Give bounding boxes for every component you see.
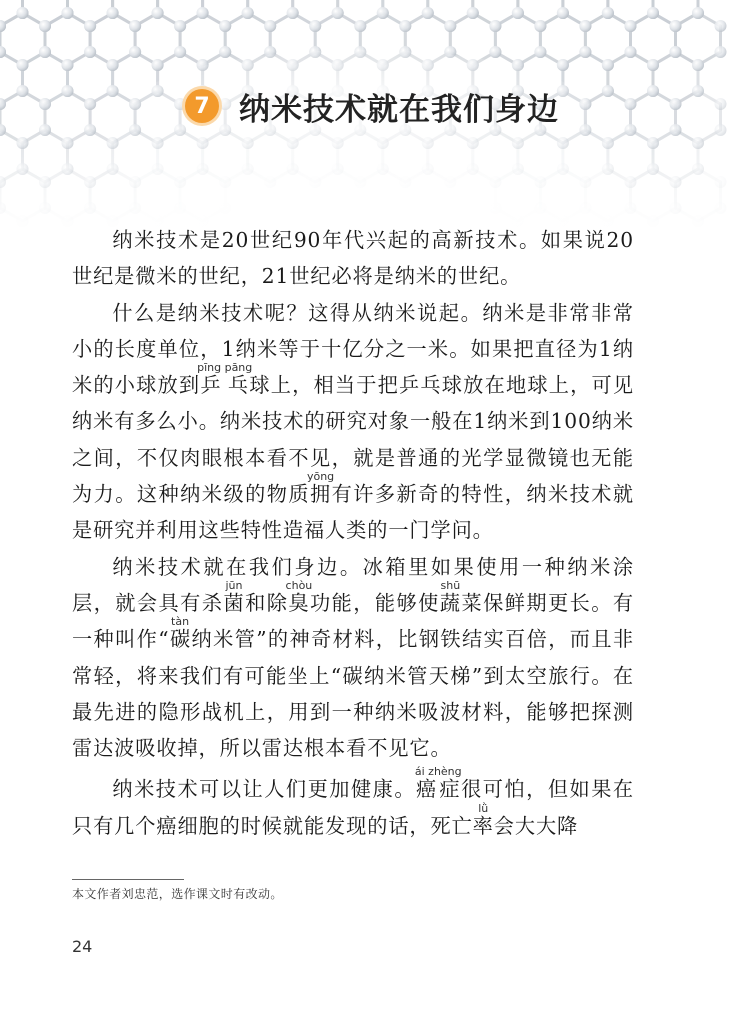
lesson-number-badge: 7 [185,89,219,123]
pinyin: tàn [169,615,191,629]
pinyin-annotated-word: 菌jūn [223,578,246,615]
text-run: 纳米技术可以让人们更加健康。 [112,777,417,802]
pinyin: jūn [223,578,245,592]
pinyin: shū [439,578,461,592]
text-run: 纳米技术就在我们身边。冰箱里如果使用一种纳米涂层，就会具有杀 [72,554,634,615]
paragraph [72,222,634,295]
text-run: 什么是纳米技术呢？这得从纳米说起。纳米是非常非常小的长度单位，1纳米等于十亿分之一米。如果把直径为1纳米的小球放到 [72,300,634,398]
page-number: 24 [72,937,93,956]
article-body [72,222,634,844]
pinyin-annotated-word: 碳tàn [169,615,192,652]
text-run: 纳米管”的神奇材料，比钢铁结实百倍，而且非常轻，将来我们有可能坐上“碳纳米管天梯”到太空旅行。在最先进的隐形战机上，用到一种纳米吸波材料，能够把探测雷达波吸收掉，所以雷达根本看不见它。 [72,627,634,761]
pinyin-annotated-word: 拥yōng [306,470,335,507]
pinyin: yōng [306,470,335,484]
pinyin-annotated-word: 率lǜ [472,801,494,838]
lesson-header [185,84,559,128]
pinyin: chòu [285,578,313,592]
text-run: 菜保鲜期更长。有一种叫作“ [72,590,634,652]
text-run: 和除 [245,590,289,615]
pinyin-annotated-word: 臭chòu [285,578,313,615]
text-run: 功能，能够使 [309,590,440,615]
text-run: 会大大降 [493,813,579,838]
text-run: 纳米技术是20世纪90年代兴起的高新技术。如果说20世纪是微米的世纪，21世纪必将是纳米的世纪。 [72,228,634,289]
pinyin-annotated-word: 乒乓pīng pāng [197,361,253,398]
text-run: 很可怕，但如果在只有几个癌细胞的时候就能发现的话，死亡 [72,777,634,838]
text-run: 球上，相当于把乒乓球放在地球上，可见纳米有多么小。纳米技术的研究对象一般在1纳米到100纳米之间，不仅肉眼根本看不见，就是普通的光学显微镜也无能为力。这种纳米级的物质 [72,373,634,507]
pinyin: lǜ [472,801,494,815]
pinyin: ái zhèng [414,765,462,779]
pinyin: pīng pāng [197,361,253,375]
paragraph [72,295,634,549]
page-title: 纳米技术就在我们身边 [239,91,559,128]
text-run: 有许多新奇的特性，纳米技术就是研究并利用这些特性造福人类的一门学问。 [72,482,634,543]
paragraph [72,766,634,844]
footnote: 本文作者刘忠范，选作课文时有改动。 [72,887,283,901]
footnote-divider [72,879,184,880]
pinyin-annotated-word: 蔬shū [439,578,462,615]
paragraph [72,549,634,767]
pinyin-annotated-word: 癌症ái zhèng [414,765,462,802]
